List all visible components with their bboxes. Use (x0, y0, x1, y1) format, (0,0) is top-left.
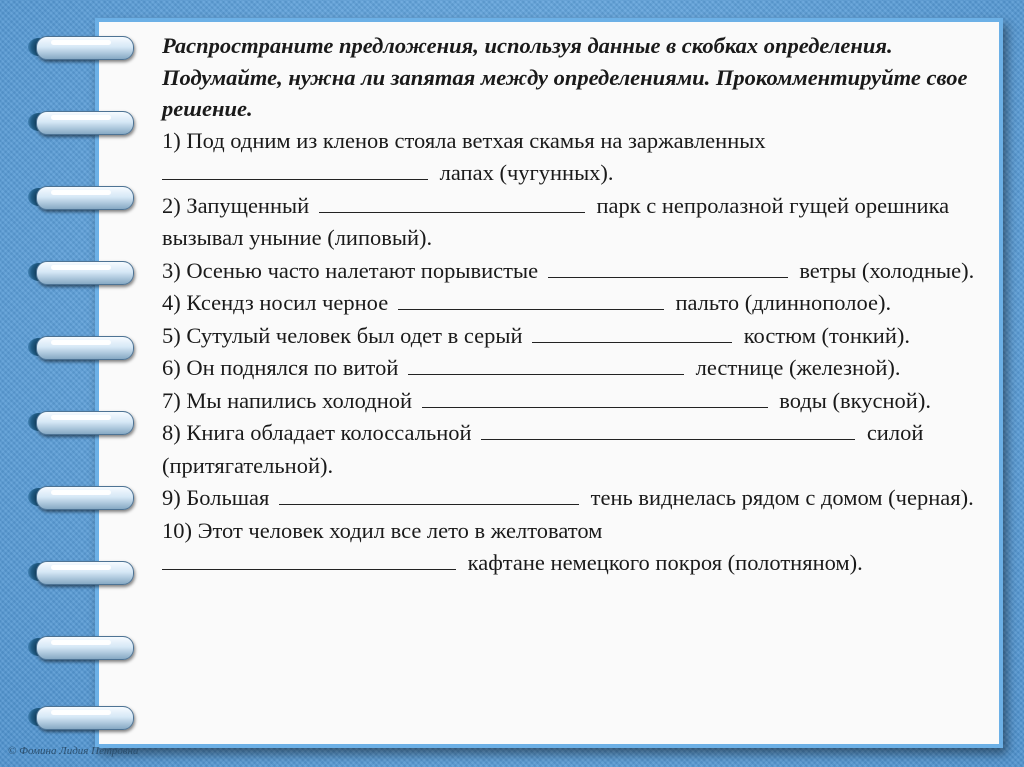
binding-ring (28, 105, 136, 139)
binding-ring (28, 30, 136, 64)
exercise-item-6: 6) Он поднялся по витой лестнице (железной). (162, 355, 901, 380)
answer-blank[interactable] (408, 354, 684, 375)
spiral-binding (28, 30, 138, 730)
answer-blank[interactable] (532, 322, 732, 343)
exercise-item-9: 9) Большая тень виднелась рядом с домом (черная). (162, 485, 974, 510)
exercise-item-1: 1) Под одним из кленов стояла ветхая скамья на заржавленных лапах (чугунных). (162, 127, 766, 185)
binding-ring (28, 405, 136, 439)
binding-ring (28, 180, 136, 214)
exercise-item-5: 5) Сутулый человек был одет в серый костюм (тонкий). (162, 322, 911, 348)
binding-ring (28, 630, 136, 664)
answer-blank[interactable] (481, 419, 855, 440)
exercise-item-2: 2) Запущенный парк с непролазной гущей орешника вызывал уныние (липовый). (162, 192, 950, 250)
answer-blank[interactable] (162, 549, 456, 570)
exercise-instruction: Распространите предложения, используя данные в скобках определения. Подумайте, нужна ли запятая между определениями. Прокомментируйте свое решение. (162, 33, 968, 121)
binding-ring (28, 555, 136, 589)
exercise-item-10: 10) Этот человек ходил все лето в желтоватом кафтане немецкого покроя (полотняном). (162, 517, 863, 575)
answer-blank[interactable] (279, 484, 579, 505)
answer-blank[interactable] (319, 192, 585, 213)
binding-ring (28, 480, 136, 514)
exercise-item-3: 3) Осенью часто налетают порывистые ветры (холодные). (162, 257, 975, 283)
answer-blank[interactable] (422, 387, 768, 408)
exercise-content (162, 30, 992, 580)
copyright-footer: © Фомина Лидия Петровна (8, 745, 139, 757)
binding-ring (28, 330, 136, 364)
exercise-item-7: 7) Мы напились холодной воды (вкусной). (162, 387, 931, 413)
binding-ring (28, 700, 136, 734)
answer-blank[interactable] (398, 289, 664, 310)
answer-blank[interactable] (162, 159, 428, 180)
exercise-item-4: 4) Ксендз носил черное пальто (длиннополое). (162, 290, 892, 315)
answer-blank[interactable] (548, 257, 788, 278)
binding-ring (28, 255, 136, 289)
exercise-item-8: 8) Книга обладает колоссальной силой (притягательной). (162, 420, 924, 478)
